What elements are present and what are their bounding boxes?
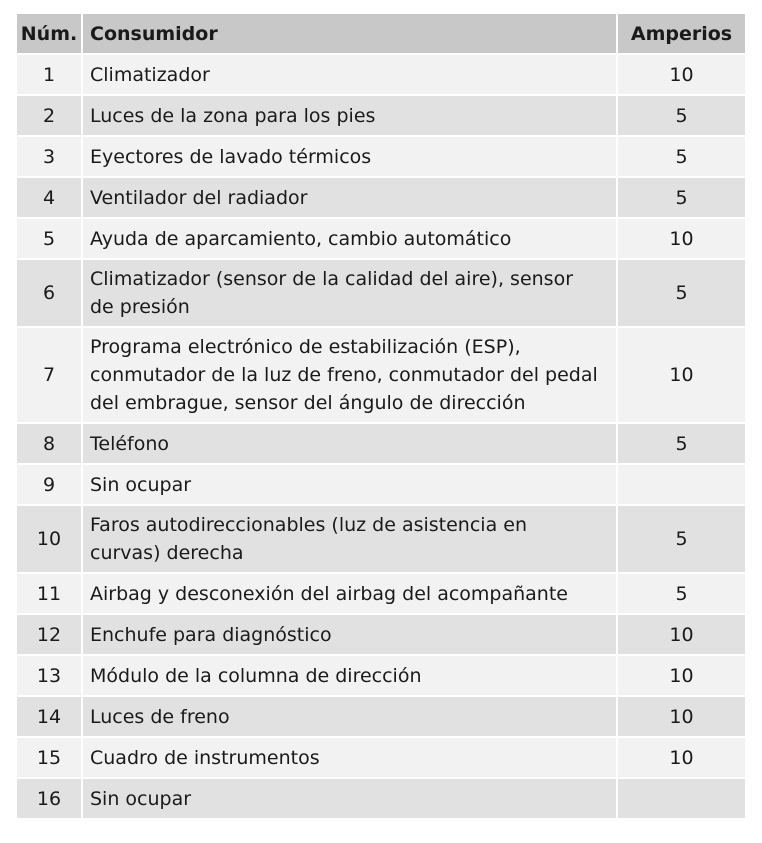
table-body (17, 55, 745, 820)
cell-consumer: Ventilador del radiador (81, 178, 616, 219)
cell-consumer: Airbag y desconexión del airbag del acompañante (81, 574, 616, 615)
cell-amps: 5 (616, 178, 745, 219)
table-row (17, 506, 745, 574)
cell-consumer: Eyectores de lavado térmicos (81, 137, 616, 178)
cell-num: 12 (17, 615, 81, 656)
cell-consumer: Programa electrónico de estabilización (ESP), conmutador de la luz de freno, conmutador del pedal del embrague, sensor del ángulo de dirección (81, 328, 616, 424)
table-row (17, 178, 745, 219)
cell-amps (616, 465, 745, 506)
table-row (17, 656, 745, 697)
cell-num: 16 (17, 779, 81, 820)
cell-num: 15 (17, 738, 81, 779)
cell-consumer: Climatizador (sensor de la calidad del aire), sensor de presión (81, 260, 616, 328)
cell-consumer: Cuadro de instrumentos (81, 738, 616, 779)
cell-amps: 5 (616, 137, 745, 178)
cell-amps: 10 (616, 328, 745, 424)
table-row (17, 96, 745, 137)
cell-num: 10 (17, 506, 81, 574)
table-row (17, 219, 745, 260)
cell-amps: 10 (616, 738, 745, 779)
table-row (17, 328, 745, 424)
cell-consumer: Ayuda de aparcamiento, cambio automático (81, 219, 616, 260)
table-row (17, 260, 745, 328)
table-row (17, 574, 745, 615)
cell-consumer: Sin ocupar (81, 779, 616, 820)
header-num: Núm. (17, 14, 81, 55)
cell-num: 6 (17, 260, 81, 328)
cell-num: 3 (17, 137, 81, 178)
cell-consumer: Climatizador (81, 55, 616, 96)
table-row (17, 697, 745, 738)
cell-amps: 5 (616, 96, 745, 137)
header-consumer: Consumidor (81, 14, 616, 55)
table-row (17, 465, 745, 506)
cell-amps: 10 (616, 615, 745, 656)
cell-num: 14 (17, 697, 81, 738)
cell-num: 8 (17, 424, 81, 465)
table-row (17, 137, 745, 178)
cell-amps: 5 (616, 260, 745, 328)
cell-consumer: Faros autodireccionables (luz de asistencia en curvas) derecha (81, 506, 616, 574)
table-row (17, 55, 745, 96)
fuse-table (17, 14, 745, 820)
cell-num: 4 (17, 178, 81, 219)
cell-num: 2 (17, 96, 81, 137)
table-row (17, 738, 745, 779)
cell-num: 7 (17, 328, 81, 424)
cell-consumer: Luces de freno (81, 697, 616, 738)
cell-amps: 5 (616, 424, 745, 465)
cell-amps: 10 (616, 219, 745, 260)
cell-consumer: Enchufe para diagnóstico (81, 615, 616, 656)
cell-amps: 10 (616, 697, 745, 738)
cell-consumer: Luces de la zona para los pies (81, 96, 616, 137)
cell-amps: 5 (616, 574, 745, 615)
cell-num: 13 (17, 656, 81, 697)
cell-consumer: Sin ocupar (81, 465, 616, 506)
cell-num: 5 (17, 219, 81, 260)
table-header (17, 14, 745, 55)
cell-consumer: Teléfono (81, 424, 616, 465)
cell-amps (616, 779, 745, 820)
cell-amps: 5 (616, 506, 745, 574)
cell-num: 9 (17, 465, 81, 506)
cell-num: 1 (17, 55, 81, 96)
table-row (17, 615, 745, 656)
cell-num: 11 (17, 574, 81, 615)
header-row (17, 14, 745, 55)
cell-amps: 10 (616, 656, 745, 697)
header-amps: Amperios (616, 14, 745, 55)
cell-amps: 10 (616, 55, 745, 96)
table-row (17, 779, 745, 820)
table-row (17, 424, 745, 465)
cell-consumer: Módulo de la columna de dirección (81, 656, 616, 697)
